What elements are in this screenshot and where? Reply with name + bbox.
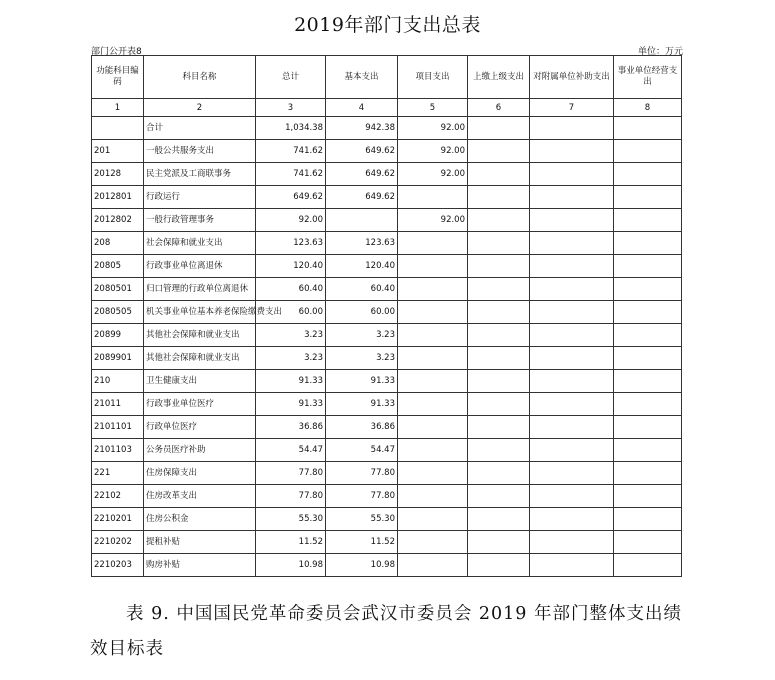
- project-cell: [398, 186, 468, 209]
- subsidy-cell: [530, 462, 614, 485]
- code-cell: 201: [92, 140, 144, 163]
- business-cell: [614, 324, 682, 347]
- table-row: [92, 347, 682, 370]
- project-cell: [398, 485, 468, 508]
- name-cell: 住房保障支出: [144, 462, 256, 485]
- code-cell: 2012801: [92, 186, 144, 209]
- total-cell: 11.52: [256, 531, 326, 554]
- table-row: [92, 186, 682, 209]
- basic-cell: 60.40: [326, 278, 398, 301]
- table-row: [92, 140, 682, 163]
- subsidy-cell: [530, 186, 614, 209]
- basic-cell: 942.38: [326, 117, 398, 140]
- basic-cell: 54.47: [326, 439, 398, 462]
- table-row: [92, 301, 682, 324]
- business-cell: [614, 232, 682, 255]
- business-cell: [614, 117, 682, 140]
- basic-cell: 91.33: [326, 370, 398, 393]
- name-cell: 其他社会保障和就业支出: [144, 324, 256, 347]
- total-cell: 123.63: [256, 232, 326, 255]
- header-project: 项目支出: [398, 56, 468, 99]
- index-cell: 7: [530, 99, 614, 117]
- expenditure-table: [91, 55, 682, 577]
- table-row: [92, 508, 682, 531]
- business-cell: [614, 278, 682, 301]
- basic-cell: 55.30: [326, 508, 398, 531]
- total-cell: 60.00: [256, 301, 326, 324]
- name-cell: 行政运行: [144, 186, 256, 209]
- basic-cell: 10.98: [326, 554, 398, 577]
- subsidy-cell: [530, 393, 614, 416]
- header-total: 总计: [256, 56, 326, 99]
- subsidy-cell: [530, 531, 614, 554]
- upper-cell: [468, 439, 530, 462]
- page-title: 2019年部门支出总表: [294, 14, 481, 36]
- total-cell: 120.40: [256, 255, 326, 278]
- table-row: [92, 393, 682, 416]
- total-cell: 77.80: [256, 462, 326, 485]
- subsidy-cell: [530, 232, 614, 255]
- basic-cell: 123.63: [326, 232, 398, 255]
- index-cell: 4: [326, 99, 398, 117]
- upper-cell: [468, 209, 530, 232]
- subsidy-cell: [530, 209, 614, 232]
- name-cell: 行政事业单位离退休: [144, 255, 256, 278]
- project-cell: [398, 232, 468, 255]
- basic-cell: 3.23: [326, 324, 398, 347]
- business-cell: [614, 301, 682, 324]
- name-cell: 机关事业单位基本养老保险缴费支出: [144, 301, 256, 324]
- upper-cell: [468, 485, 530, 508]
- caption-text: 表 9. 中国国民党革命委员会武汉市委员会 2019 年部门整体支出绩效目标表: [90, 604, 682, 659]
- basic-cell: 120.40: [326, 255, 398, 278]
- code-cell: 208: [92, 232, 144, 255]
- table-row: [92, 439, 682, 462]
- upper-cell: [468, 347, 530, 370]
- table-row: [92, 324, 682, 347]
- upper-cell: [468, 393, 530, 416]
- name-cell: 卫生健康支出: [144, 370, 256, 393]
- code-cell: 22102: [92, 485, 144, 508]
- basic-cell: 36.86: [326, 416, 398, 439]
- project-cell: 92.00: [398, 209, 468, 232]
- name-cell: 行政事业单位医疗: [144, 393, 256, 416]
- business-cell: [614, 255, 682, 278]
- upper-cell: [468, 508, 530, 531]
- total-cell: 3.23: [256, 324, 326, 347]
- code-cell: [92, 117, 144, 140]
- table-row: [92, 416, 682, 439]
- project-cell: [398, 439, 468, 462]
- upper-cell: [468, 462, 530, 485]
- total-cell: 36.86: [256, 416, 326, 439]
- index-cell: 8: [614, 99, 682, 117]
- table-row: [92, 209, 682, 232]
- total-cell: 1,034.38: [256, 117, 326, 140]
- table-row: [92, 255, 682, 278]
- subsidy-cell: [530, 117, 614, 140]
- subsidy-cell: [530, 416, 614, 439]
- code-cell: 221: [92, 462, 144, 485]
- header-upper: 上缴上级支出: [468, 56, 530, 99]
- code-cell: 2101101: [92, 416, 144, 439]
- table-row: [92, 117, 682, 140]
- total-cell: 77.80: [256, 485, 326, 508]
- basic-cell: 77.80: [326, 462, 398, 485]
- subsidy-cell: [530, 301, 614, 324]
- name-cell: 提租补贴: [144, 531, 256, 554]
- business-cell: [614, 462, 682, 485]
- business-cell: [614, 485, 682, 508]
- project-cell: [398, 462, 468, 485]
- business-cell: [614, 186, 682, 209]
- index-cell: 5: [398, 99, 468, 117]
- project-cell: [398, 255, 468, 278]
- code-cell: 20128: [92, 163, 144, 186]
- project-cell: 92.00: [398, 140, 468, 163]
- basic-cell: 77.80: [326, 485, 398, 508]
- basic-cell: [326, 209, 398, 232]
- project-cell: [398, 278, 468, 301]
- table-row: [92, 462, 682, 485]
- name-cell: 住房改革支出: [144, 485, 256, 508]
- upper-cell: [468, 370, 530, 393]
- total-cell: 91.33: [256, 393, 326, 416]
- subsidy-cell: [530, 278, 614, 301]
- upper-cell: [468, 416, 530, 439]
- code-cell: 2080505: [92, 301, 144, 324]
- code-cell: 2089901: [92, 347, 144, 370]
- subsidy-cell: [530, 508, 614, 531]
- upper-cell: [468, 140, 530, 163]
- subsidy-cell: [530, 163, 614, 186]
- project-cell: [398, 324, 468, 347]
- subsidy-cell: [530, 347, 614, 370]
- total-cell: 92.00: [256, 209, 326, 232]
- total-cell: 60.40: [256, 278, 326, 301]
- name-cell: 社会保障和就业支出: [144, 232, 256, 255]
- business-cell: [614, 140, 682, 163]
- basic-cell: 649.62: [326, 186, 398, 209]
- subsidy-cell: [530, 439, 614, 462]
- project-cell: [398, 393, 468, 416]
- unit-label: 单位：万元: [637, 47, 683, 57]
- project-cell: [398, 531, 468, 554]
- index-cell: 1: [92, 99, 144, 117]
- upper-cell: [468, 186, 530, 209]
- project-cell: [398, 554, 468, 577]
- business-cell: [614, 508, 682, 531]
- name-cell: 公务员医疗补助: [144, 439, 256, 462]
- basic-cell: 649.62: [326, 140, 398, 163]
- total-cell: 91.33: [256, 370, 326, 393]
- upper-cell: [468, 324, 530, 347]
- upper-cell: [468, 554, 530, 577]
- business-cell: [614, 209, 682, 232]
- basic-cell: 60.00: [326, 301, 398, 324]
- name-cell: 民主党派及工商联事务: [144, 163, 256, 186]
- code-cell: 210: [92, 370, 144, 393]
- header-name: 科目名称: [144, 56, 256, 99]
- business-cell: [614, 554, 682, 577]
- index-row: [92, 99, 682, 117]
- project-cell: [398, 370, 468, 393]
- total-cell: 3.23: [256, 347, 326, 370]
- header-code: 功能科目编码: [92, 56, 144, 99]
- upper-cell: [468, 301, 530, 324]
- business-cell: [614, 531, 682, 554]
- header-business: 事业单位经营支出: [614, 56, 682, 99]
- subsidy-cell: [530, 255, 614, 278]
- project-cell: [398, 347, 468, 370]
- header-basic: 基本支出: [326, 56, 398, 99]
- upper-cell: [468, 278, 530, 301]
- business-cell: [614, 439, 682, 462]
- total-cell: 10.98: [256, 554, 326, 577]
- business-cell: [614, 347, 682, 370]
- index-cell: 3: [256, 99, 326, 117]
- index-cell: 2: [144, 99, 256, 117]
- table-row: [92, 232, 682, 255]
- total-cell: 649.62: [256, 186, 326, 209]
- code-cell: 20899: [92, 324, 144, 347]
- basic-cell: 649.62: [326, 163, 398, 186]
- name-cell: 购房补贴: [144, 554, 256, 577]
- project-cell: 92.00: [398, 163, 468, 186]
- code-cell: 20805: [92, 255, 144, 278]
- name-cell: 住房公积金: [144, 508, 256, 531]
- upper-cell: [468, 255, 530, 278]
- total-cell: 741.62: [256, 163, 326, 186]
- total-cell: 54.47: [256, 439, 326, 462]
- subsidy-cell: [530, 485, 614, 508]
- business-cell: [614, 416, 682, 439]
- basic-cell: 3.23: [326, 347, 398, 370]
- name-cell: 其他社会保障和就业支出: [144, 347, 256, 370]
- business-cell: [614, 393, 682, 416]
- table-row: [92, 485, 682, 508]
- business-cell: [614, 370, 682, 393]
- upper-cell: [468, 531, 530, 554]
- upper-cell: [468, 163, 530, 186]
- upper-cell: [468, 117, 530, 140]
- name-cell: 合计: [144, 117, 256, 140]
- table-row: [92, 278, 682, 301]
- caption: [90, 597, 700, 667]
- project-cell: [398, 301, 468, 324]
- table-row: [92, 163, 682, 186]
- subsidy-cell: [530, 324, 614, 347]
- code-cell: 2080501: [92, 278, 144, 301]
- subsidy-cell: [530, 370, 614, 393]
- total-cell: 741.62: [256, 140, 326, 163]
- table-row: [92, 531, 682, 554]
- upper-cell: [468, 232, 530, 255]
- business-cell: [614, 163, 682, 186]
- index-cell: 6: [468, 99, 530, 117]
- name-cell: 归口管理的行政单位离退休: [144, 278, 256, 301]
- code-cell: 2210201: [92, 508, 144, 531]
- header-row: [92, 56, 682, 99]
- code-cell: 2210202: [92, 531, 144, 554]
- form-number: 部门公开表8: [91, 47, 142, 57]
- total-cell: 55.30: [256, 508, 326, 531]
- table-row: [92, 554, 682, 577]
- subsidy-cell: [530, 554, 614, 577]
- name-cell: 一般公共服务支出: [144, 140, 256, 163]
- table-row: [92, 370, 682, 393]
- project-cell: 92.00: [398, 117, 468, 140]
- project-cell: [398, 508, 468, 531]
- basic-cell: 91.33: [326, 393, 398, 416]
- name-cell: 行政单位医疗: [144, 416, 256, 439]
- code-cell: 2101103: [92, 439, 144, 462]
- subsidy-cell: [530, 140, 614, 163]
- project-cell: [398, 416, 468, 439]
- name-cell: 一般行政管理事务: [144, 209, 256, 232]
- code-cell: 2210203: [92, 554, 144, 577]
- header-subsidy: 对附属单位补助支出: [530, 56, 614, 99]
- code-cell: 21011: [92, 393, 144, 416]
- basic-cell: 11.52: [326, 531, 398, 554]
- code-cell: 2012802: [92, 209, 144, 232]
